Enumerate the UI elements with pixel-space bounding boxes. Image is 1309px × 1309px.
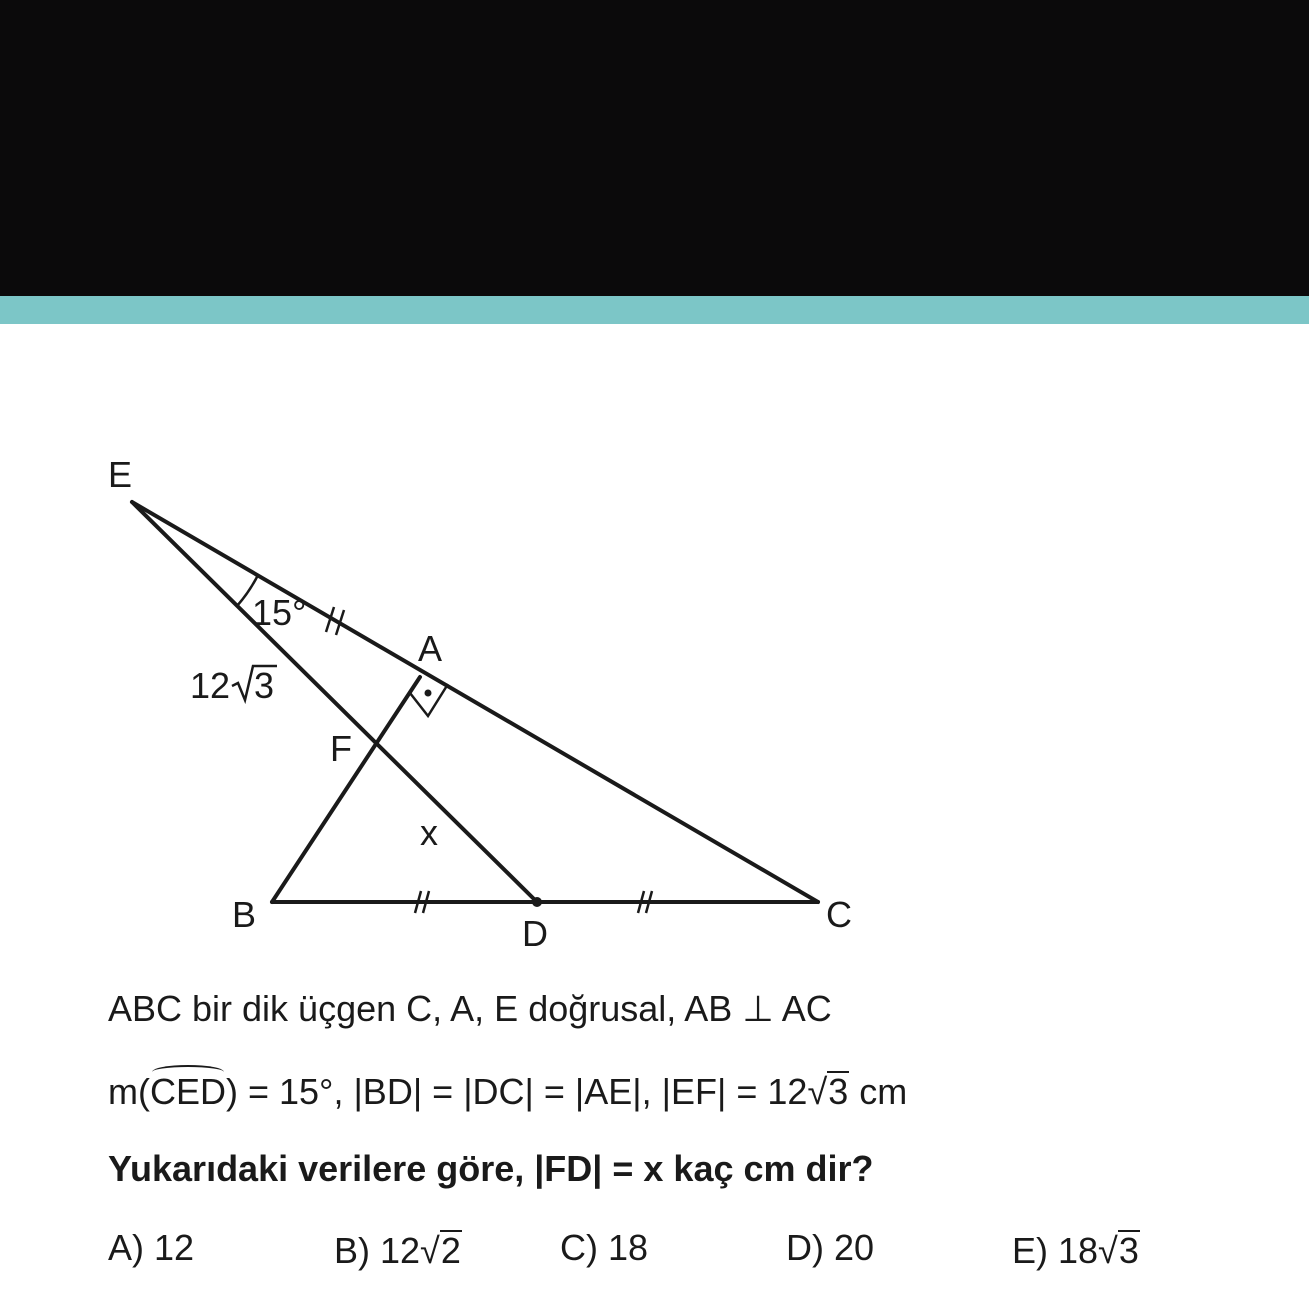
point-label-C: C	[826, 894, 852, 935]
option-c[interactable]: C) 18	[560, 1227, 649, 1268]
line2-pre: m(	[108, 1071, 150, 1112]
angle-label: 15°	[252, 592, 307, 633]
line2-mid: ) = 15°, |BD| = |DC| = |AE|, |EF| = 12	[226, 1071, 808, 1112]
x-label: x	[420, 812, 438, 853]
angle-notation: CED	[149, 1071, 226, 1112]
problem-line-2	[108, 1071, 907, 1111]
option-e[interactable]: E) 18√3	[1012, 1230, 1139, 1271]
side-label-coef: 12	[190, 665, 231, 706]
question-text: Yukarıdaki verilere göre, |FD| = x kaç cm dir?	[108, 1148, 874, 1189]
point-label-D: D	[522, 913, 548, 954]
right-angle-mark	[410, 684, 448, 716]
point-label-B: B	[232, 894, 257, 935]
option-a[interactable]: A) 12	[108, 1227, 195, 1268]
problem-line-1: ABC bir dik üçgen C, A, E doğrusal, AB ⊥ AC	[108, 988, 832, 1029]
point-label-F: F	[330, 728, 352, 769]
option-e-sqrt: √3	[1098, 1230, 1139, 1271]
option-d[interactable]: D) 20	[786, 1227, 875, 1268]
line2-sqrt: √3	[807, 1071, 849, 1112]
side-label-radicand: 3	[254, 665, 275, 706]
option-b[interactable]: B) 12√2	[334, 1230, 461, 1271]
line2-post: cm	[849, 1071, 908, 1112]
option-b-sqrt: √2	[420, 1230, 461, 1271]
right-angle-dot	[425, 690, 432, 697]
point-label-A: A	[418, 628, 443, 669]
point-D-dot	[532, 897, 542, 907]
point-label-E: E	[108, 454, 133, 495]
